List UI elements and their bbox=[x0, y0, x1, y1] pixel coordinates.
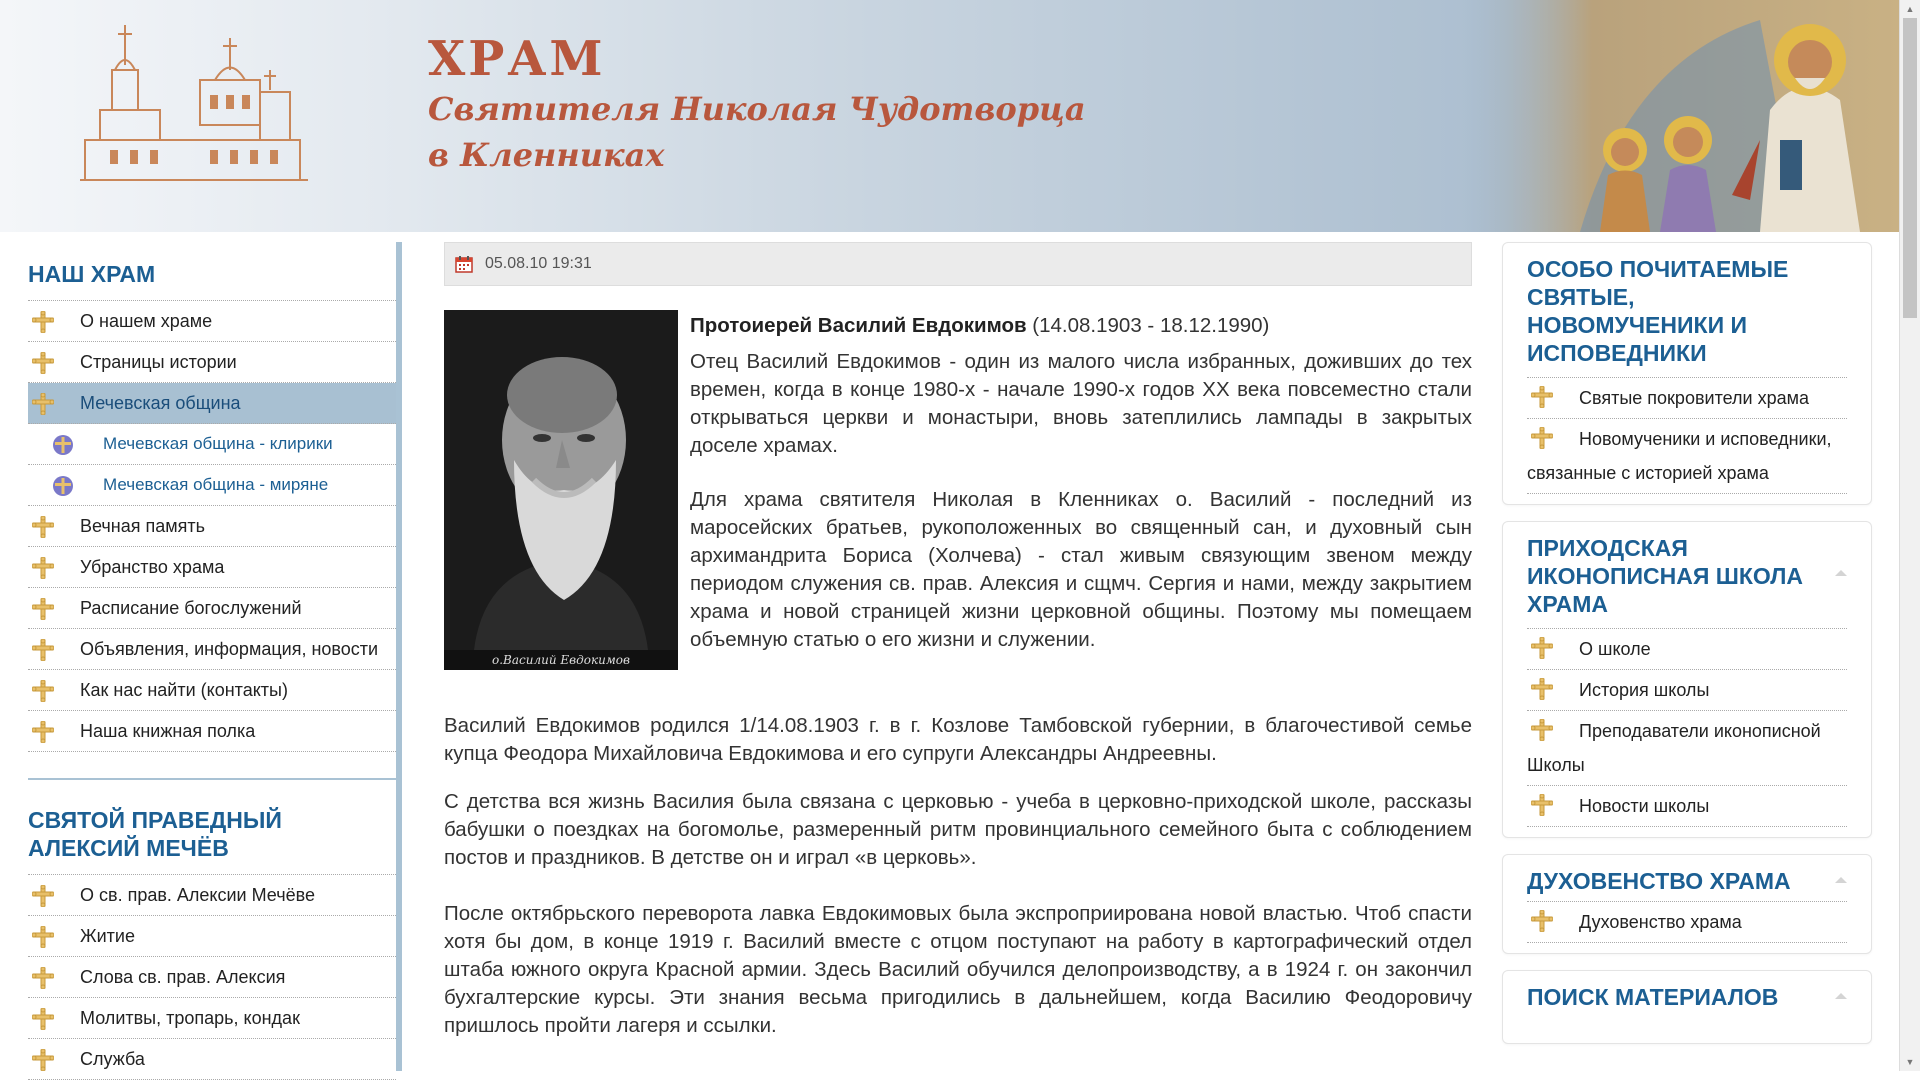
sidebar-item-history[interactable] bbox=[28, 342, 396, 383]
article-body bbox=[444, 712, 1472, 1060]
article-heading bbox=[690, 312, 1472, 340]
link-school-history[interactable] bbox=[1527, 670, 1847, 711]
sidebar-item-label: Вечная память bbox=[80, 516, 205, 536]
cross-icon bbox=[32, 1008, 54, 1030]
article-heading-dates: (14.08.1903 - 18.12.1990) bbox=[1026, 314, 1270, 337]
site-header bbox=[0, 0, 1900, 232]
article-content bbox=[444, 242, 1472, 1037]
sidebar-item-label: Слова св. прав. Алексия bbox=[80, 967, 286, 987]
article-paragraph: Василий Евдокимов родился 1/14.08.1903 г. в г. Козлове Тамбовской губернии, в благочестивой семье купца Феодора Михайловича Евдокимова и его супруги Александры Андреевны. bbox=[444, 714, 1472, 765]
link-label: Духовенство храма bbox=[1579, 912, 1742, 932]
sidebar-item-contacts[interactable] bbox=[28, 670, 396, 711]
cross-icon bbox=[32, 967, 54, 989]
link-label: Новомученики и исповедники, связанные с историей храма bbox=[1527, 429, 1832, 483]
fresco-icon bbox=[1460, 0, 1900, 232]
site-title[interactable] bbox=[428, 32, 1086, 178]
cross-icon bbox=[1531, 910, 1553, 932]
sidebar-item-label: Молитвы, тропарь, кондак bbox=[80, 1008, 300, 1028]
cross-icon bbox=[32, 885, 54, 907]
icon-school-menu bbox=[1527, 628, 1847, 827]
link-label: О школе bbox=[1579, 639, 1651, 659]
sidebar-item-memory[interactable] bbox=[28, 506, 396, 547]
portrait-caption: о.Василий Евдокимов bbox=[444, 650, 678, 670]
sidebar-item-about-alexiy[interactable] bbox=[28, 875, 396, 916]
cross-icon bbox=[32, 680, 54, 702]
clergy-box-title[interactable] bbox=[1527, 867, 1847, 895]
sidebar-item-label: Наша книжная полка bbox=[80, 721, 256, 741]
scroll-up-icon[interactable]: ▲ bbox=[1905, 4, 1915, 14]
cross-icon bbox=[1531, 427, 1553, 449]
link-clergy[interactable] bbox=[1527, 902, 1847, 943]
cross-icon bbox=[32, 639, 54, 661]
link-school-news[interactable] bbox=[1527, 786, 1847, 827]
cross-icon bbox=[1531, 637, 1553, 659]
scroll-down-icon[interactable]: ▼ bbox=[1905, 1057, 1915, 1067]
link-patron-saints[interactable] bbox=[1527, 378, 1847, 419]
sidebar-item-words[interactable] bbox=[28, 957, 396, 998]
sidebar-item-label: Житие bbox=[80, 926, 135, 946]
icon-school-box bbox=[1502, 521, 1872, 838]
sidebar-item-label: Убранство храма bbox=[80, 557, 225, 577]
sidebar-item-label: Служба bbox=[80, 1049, 145, 1069]
left-column-divider bbox=[396, 242, 402, 1071]
link-label: История школы bbox=[1579, 680, 1710, 700]
cross-icon bbox=[32, 926, 54, 948]
site-title-line2: Святителя Николая Чудотворца bbox=[428, 90, 1086, 128]
article-paragraph: После октябрьского переворота лавка Евдокимовых была экспроприирована новой властью. Чтоб спасти хотя бы дом, в конце 1919 г. Василий вместе с отцом поступают на работу в картографический отдел штаба южного округа Красной армии. Здесь Василий обучился делопроизводству, а в 1924 г. он закончил бухгалтерские курсы. Эти знания весьма пригодились в дальнейшем, когда Василию Феодоровичу пришлось пройти лагеря и ссылки. bbox=[444, 902, 1472, 1037]
sidebar-item-life[interactable] bbox=[28, 916, 396, 957]
our-church-menu bbox=[28, 300, 396, 752]
cross-icon bbox=[32, 721, 54, 743]
clergy-menu bbox=[1527, 901, 1847, 943]
cross-icon bbox=[32, 352, 54, 374]
box-title-text: ПРИХОДСКАЯ ИКОНОПИСНАЯ ШКОЛА ХРАМА bbox=[1527, 535, 1803, 617]
scrollbar-thumb[interactable] bbox=[1903, 18, 1917, 318]
portrait-photo bbox=[444, 310, 678, 670]
site-title-line3: в Кленниках bbox=[428, 136, 665, 174]
cross-icon bbox=[32, 598, 54, 620]
sidebar-item-about[interactable] bbox=[28, 301, 396, 342]
sidebar-item-service[interactable] bbox=[28, 1039, 396, 1080]
alexiy-mechev-menu bbox=[28, 874, 396, 1080]
section-divider bbox=[28, 778, 396, 780]
sidebar-item-decoration[interactable] bbox=[28, 547, 396, 588]
sidebar-subitem-clergy[interactable] bbox=[28, 424, 396, 465]
article-paragraph: Для храма святителя Николая в Кленниках о. Василий - последний из маросейских братьев, рукоположенных во священный сан, и духовный сын архимандрита Бориса (Холчева) - стал живым связующим звеном между периодом служения св. прав. Алексия и сщмч. Сергия и нами, между закрытием храма и новой страницей жизни церковной общины. Поэтому мы помещаем объемную статью о его жизни и служении. bbox=[690, 488, 1472, 651]
search-box bbox=[1502, 970, 1872, 1044]
left-sidebar bbox=[28, 242, 396, 1080]
link-about-school[interactable] bbox=[1527, 629, 1847, 670]
sidebar-item-mechev-community[interactable] bbox=[28, 383, 396, 424]
sidebar-item-schedule[interactable] bbox=[28, 588, 396, 629]
round-cross-icon bbox=[52, 475, 74, 497]
cross-icon bbox=[32, 311, 54, 333]
round-cross-icon bbox=[52, 434, 74, 456]
sidebar-item-label: Страницы истории bbox=[80, 352, 237, 372]
saints-box-title: ОСОБО ПОЧИТАЕМЫЕ СВЯТЫЕ, НОВОМУЧЕНИКИ И ИСПОВЕДНИКИ bbox=[1527, 256, 1789, 366]
sidebar-item-label: О нашем храме bbox=[80, 311, 213, 331]
article-intro bbox=[690, 312, 1472, 680]
sidebar-item-label: Мечевская община - клирики bbox=[103, 434, 333, 453]
box-title-text: ДУХОВЕНСТВО ХРАМА bbox=[1527, 868, 1791, 894]
cross-icon bbox=[32, 393, 54, 415]
link-school-teachers[interactable] bbox=[1527, 711, 1847, 786]
article-paragraph: Отец Василий Евдокимов - один из малого числа избранных, доживших до тех времен, когда в конце 1980-х - начале 1990-х годов XX века повсеместно стали открываться церкви и монастыри, вновь затеплились лампады в закрытых доселе храмах. bbox=[690, 350, 1472, 457]
cross-icon bbox=[32, 516, 54, 538]
collapse-arrow-icon[interactable] bbox=[1835, 993, 1847, 999]
sidebar-item-label: Объявления, информация, новости bbox=[80, 639, 379, 659]
sidebar-item-label: Мечевская община bbox=[80, 393, 241, 413]
cross-icon bbox=[32, 557, 54, 579]
collapse-arrow-icon[interactable] bbox=[1835, 877, 1847, 883]
icon-school-box-title[interactable] bbox=[1527, 534, 1847, 618]
collapse-arrow-icon[interactable] bbox=[1835, 570, 1847, 576]
link-new-martyrs[interactable] bbox=[1527, 419, 1847, 494]
sidebar-item-bookshelf[interactable] bbox=[28, 711, 396, 752]
page-scrollbar[interactable] bbox=[1899, 0, 1920, 1071]
sidebar-subitem-laity[interactable] bbox=[28, 465, 396, 506]
link-label: Преподаватели иконописной Школы bbox=[1527, 721, 1821, 775]
article-paragraph: С детства вся жизнь Василия была связана с церковью - учеба в церковно-приходской школе, рассказы бабушки о поездках на богомолье, размеренный ритм провинциального семейного быта с соблюдением постов и праздников. В детстве он и играл «в церковь». bbox=[444, 790, 1472, 869]
section-title-alexiy-mechev: СВЯТОЙ ПРАВЕДНЫЙ АЛЕКСИЙ МЕЧЁВ bbox=[28, 807, 282, 861]
section-title-our-church: НАШ ХРАМ bbox=[28, 261, 156, 287]
article-heading-name: Протоиерей Василий Евдокимов bbox=[690, 314, 1027, 337]
church-logo-icon[interactable] bbox=[80, 20, 310, 190]
sidebar-item-label: Расписание богослужений bbox=[80, 598, 302, 618]
cross-icon bbox=[1531, 386, 1553, 408]
cross-icon bbox=[32, 1049, 54, 1071]
box-title-text: ПОИСК МАТЕРИАЛОВ bbox=[1527, 984, 1779, 1010]
right-sidebar bbox=[1502, 242, 1872, 1060]
sidebar-item-news[interactable] bbox=[28, 629, 396, 670]
site-title-line1: ХРАМ bbox=[428, 31, 606, 87]
link-label: Новости школы bbox=[1579, 796, 1710, 816]
cross-icon bbox=[1531, 678, 1553, 700]
article-date-bar bbox=[444, 242, 1472, 286]
sidebar-item-label: О св. прав. Алексии Мечёве bbox=[80, 885, 315, 905]
sidebar-item-prayers[interactable] bbox=[28, 998, 396, 1039]
cross-icon bbox=[1531, 794, 1553, 816]
saints-box bbox=[1502, 242, 1872, 505]
cross-icon bbox=[1531, 719, 1553, 741]
portrait-icon bbox=[444, 310, 678, 650]
calendar-icon bbox=[455, 255, 473, 273]
sidebar-item-label: Мечевская община - миряне bbox=[103, 475, 329, 494]
saints-menu bbox=[1527, 377, 1847, 494]
link-label: Святые покровители храма bbox=[1579, 388, 1809, 408]
article-date: 05.08.10 19:31 bbox=[485, 255, 592, 272]
clergy-box bbox=[1502, 854, 1872, 954]
sidebar-item-label: Как нас найти (контакты) bbox=[80, 680, 288, 700]
search-box-title[interactable] bbox=[1527, 983, 1847, 1011]
